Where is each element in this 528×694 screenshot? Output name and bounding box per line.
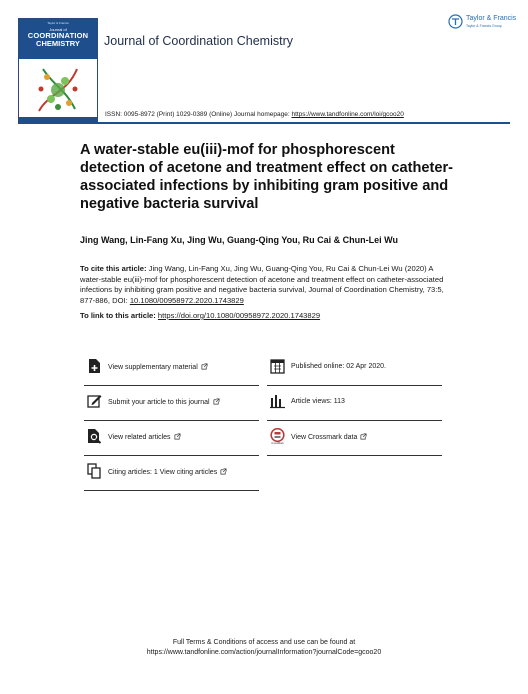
submit-article-action[interactable] bbox=[84, 385, 259, 421]
calendar-icon bbox=[270, 358, 285, 374]
related-articles-link[interactable]: View related articles bbox=[108, 433, 181, 441]
footer-terms-link[interactable]: https://www.tandfonline.com/action/journalInformation?journalCode=gcoo20 bbox=[146, 649, 382, 656]
doi-link[interactable]: 10.1080/00958972.2020.1743829 bbox=[129, 295, 244, 305]
citation-label: To cite this article: bbox=[80, 264, 147, 273]
journal-homepage-link[interactable]: https://www.tandfonline.com/loi/gcoo20 bbox=[291, 111, 404, 118]
article-views: Article views: 113 bbox=[291, 398, 345, 405]
bar-chart-icon bbox=[270, 393, 285, 409]
crossmark-link[interactable]: View Crossmark data bbox=[291, 433, 367, 441]
crossmark-action[interactable] bbox=[267, 420, 442, 456]
supplementary-material-action[interactable] bbox=[84, 350, 259, 386]
issn-line bbox=[105, 111, 404, 118]
publisher-emblem-icon bbox=[448, 14, 463, 29]
issn-text: ISSN: 0095-8972 (Print) 1029-0389 (Online) Journal homepage: bbox=[105, 111, 292, 118]
article-link-line bbox=[80, 311, 320, 320]
published-date-block bbox=[267, 350, 442, 386]
submit-article-link[interactable]: Submit your article to this journal bbox=[108, 398, 220, 406]
publisher-name: Taylor & Francis bbox=[466, 15, 517, 22]
search-document-icon bbox=[87, 428, 102, 444]
crossmark-icon bbox=[270, 428, 285, 444]
journal-cover bbox=[18, 18, 98, 124]
citing-articles-link[interactable]: Citing articles: 1 View citing articles bbox=[108, 468, 227, 476]
footer-terms-text: Full Terms & Conditions of access and use can be found at bbox=[172, 639, 356, 646]
molecule-illustration bbox=[29, 63, 87, 115]
supplementary-material-link[interactable]: View supplementary material bbox=[108, 363, 208, 371]
cover-publisher-text: Taylor & Francis bbox=[47, 21, 69, 25]
external-link-icon bbox=[174, 433, 181, 440]
journal-title: Journal of Coordination Chemistry bbox=[104, 34, 293, 48]
cover-header bbox=[19, 19, 97, 59]
external-link-icon bbox=[213, 398, 220, 405]
article-title: A water-stable eu(iii)-mof for phosphorescent detection of acetone and treatment effect on catheter-associated infections by inhibiting gram positive and negative bacteria survival bbox=[80, 142, 454, 212]
related-articles-action[interactable] bbox=[84, 420, 259, 456]
document-plus-icon bbox=[87, 358, 102, 374]
article-views-block bbox=[267, 385, 442, 421]
external-link-icon bbox=[360, 433, 367, 440]
cover-title-line2: COORDINATION bbox=[27, 31, 89, 40]
publisher-subtitle: Taylor & Francis Group bbox=[466, 24, 502, 28]
article-doi-url[interactable]: https://doi.org/10.1080/00958972.2020.1743829 bbox=[157, 311, 321, 320]
citation-text: Jing Wang, Lin-Fang Xu, Jing Wu, Guang-Qing You, Ru Cai & Chun-Lei Wu (2020) A water-stable eu(iii)-mof for phosphorescent detection of acetone and treatment effect on catheter-associated infections by inhibiting gram positive and negative bacteria survival, Journal of Coordination Chemistry, 73:5, 877-886, DOI: bbox=[80, 264, 444, 305]
publisher-logo[interactable] bbox=[448, 13, 517, 35]
cover-title-line3: CHEMISTRY bbox=[36, 39, 80, 48]
article-authors: Jing Wang, Lin-Fang Xu, Jing Wu, Guang-Qing You, Ru Cai & Chun-Lei Wu bbox=[80, 235, 398, 245]
copy-icon bbox=[87, 463, 102, 479]
external-link-icon bbox=[220, 468, 227, 475]
header-divider bbox=[18, 122, 510, 124]
cover-title-line1: Journal of bbox=[49, 27, 67, 32]
citing-articles-action[interactable] bbox=[84, 455, 259, 491]
external-link-icon bbox=[201, 363, 208, 370]
page-footer bbox=[0, 638, 528, 658]
crossmark-caption: CrossMark bbox=[271, 441, 284, 444]
citation-block bbox=[80, 264, 455, 306]
published-date: Published online: 02 Apr 2020. bbox=[291, 363, 386, 370]
article-link-label: To link to this article: bbox=[80, 311, 158, 320]
edit-icon bbox=[87, 393, 102, 409]
